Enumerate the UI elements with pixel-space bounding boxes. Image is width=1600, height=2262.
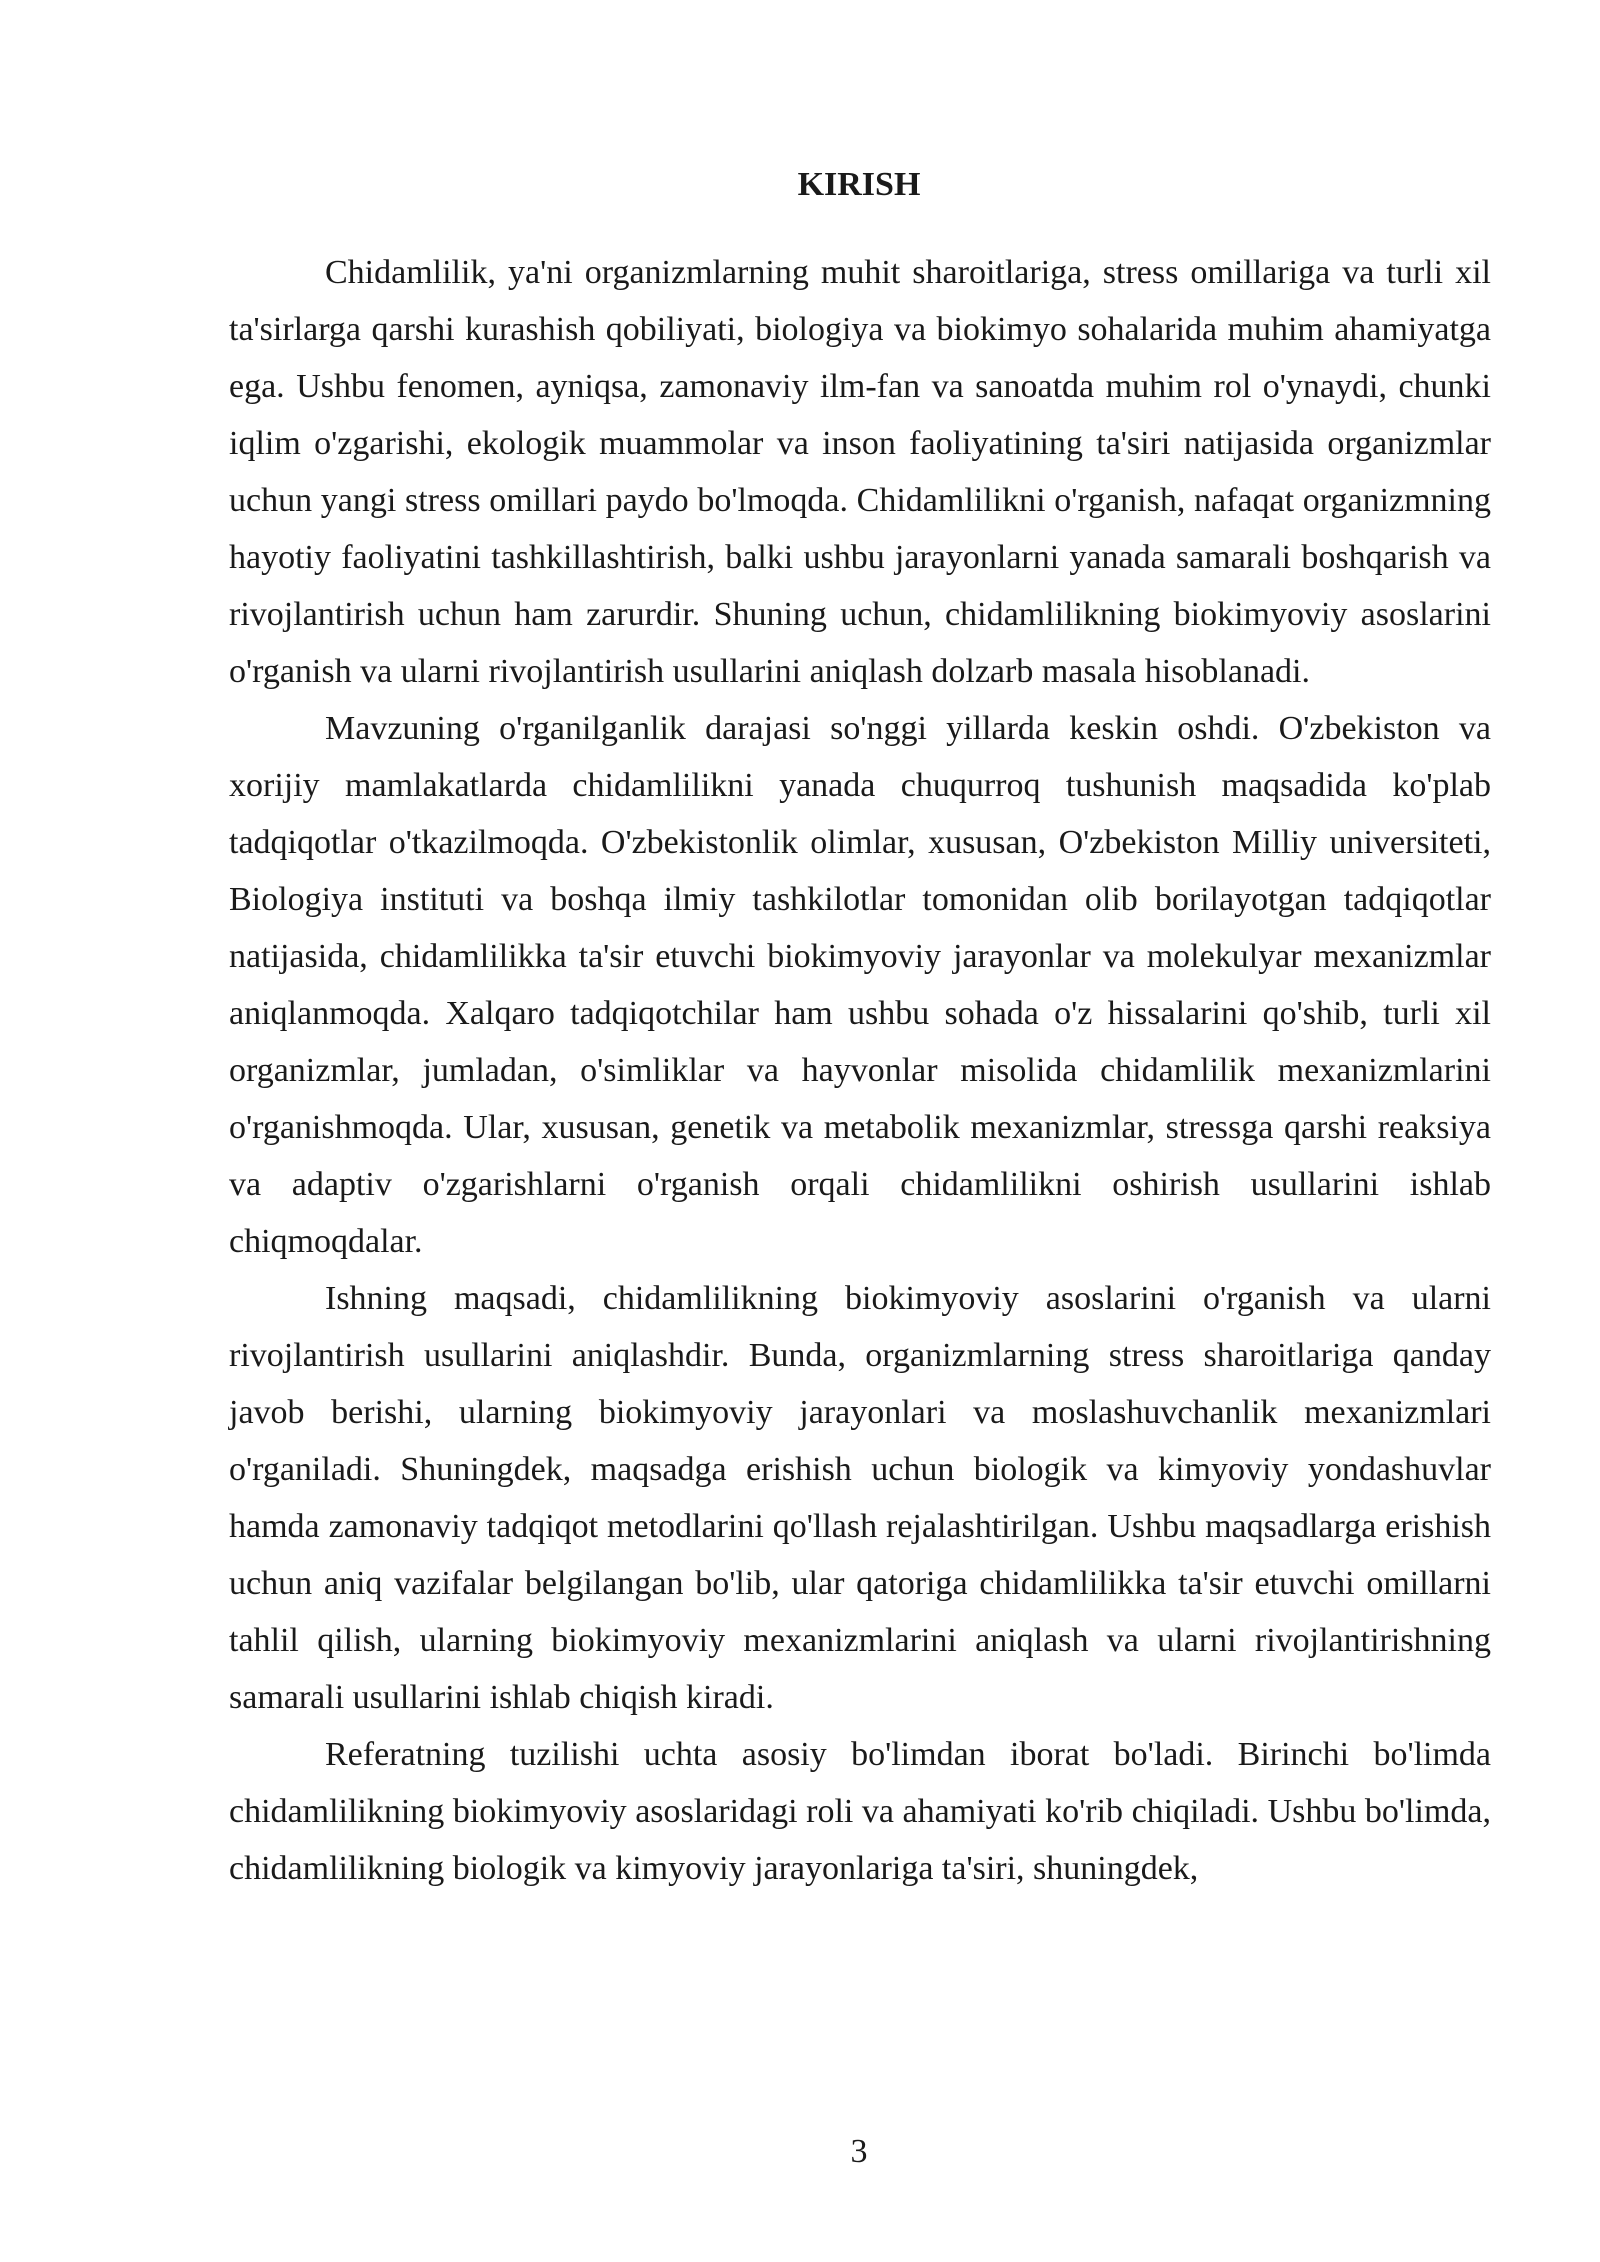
page-number: 3 [850,2133,868,2170]
paragraph-structure: Referatning tuzilishi uchta asosiy bo'limdan iborat bo'ladi. Birinchi bo'limda chidamlilikning biokimyoviy asoslaridagi roli va ahamiyati ko'rib chiqiladi. Ushbu bo'limda, chidamlilikning biologik va kimyoviy jarayonlariga ta'siri, shuningdek, [229,1736,1491,1887]
paragraph-introduction: Chidamlilik, ya'ni organizmlarning muhit sharoitlariga, stress omillariga va turli xil ta'sirlarga qarshi kurashish qobiliyati, biologiya va biokimyo sohalarida muhim ahamiyatga ega. Ushbu fenomen, ayniqsa, zamonaviy ilm-fan va sanoatda muhim rol o'ynaydi, chunki iqlim o'zgarishi, ekologik muammolar va inson faoliyatining ta'siri natijasida organizmlar uchun yangi stress omillari paydo bo'lmoqda. Chidamlilikni o'rganish, nafaqat organizmning hayotiy faoliyatini tashkillashtirish, balki ushbu jarayonlarni yanada samarali boshqarish va rivojlantirish uchun ham zarurdir. Shuning uchun, chidamlilikning biokimyoviy asoslarini o'rganish va ularni rivojlantirish usullarini aniqlash dolzarb masala hisoblanadi. [229,254,1491,690]
paragraph-research-level: Mavzuning o'rganilganlik darajasi so'nggi yillarda keskin oshdi. O'zbekiston va xorijiy mamlakatlarda chidamlilikni yanada chuqurroq tushunish maqsadida ko'plab tadqiqotlar o'tkazilmoqda. O'zbekistonlik olimlar, xususan, O'zbekiston Milliy universiteti, Biologiya instituti va boshqa ilmiy tashkilotlar tomonidan olib borilayotgan tadqiqotlar natijasida, chidamlilikka ta'sir etuvchi biokimyoviy jarayonlar va molekulyar mexanizmlar aniqlanmoqda. Xalqaro tadqiqotchilar ham ushbu sohada o'z hissalarini qo'shib, turli xil organizmlar, jumladan, o'simliklar va hayvonlar misolida chidamlilik mexanizmlarini o'rganishmoqda. Ular, xususan, genetik va metabolik mexanizmlar, stressga qarshi reaksiya va adaptiv o'zgarishlarni o'rganish orqali chidamlilikni oshirish usullarini ishlab chiqmoqdalar. [229,710,1491,1260]
page-title: KIRISH [797,166,921,203]
document-body [229,244,1491,1897]
paragraph-work-goal: Ishning maqsadi, chidamlilikning biokimyoviy asoslarini o'rganish va ularni rivojlantirish usullarini aniqlashdir. Bunda, organizmlarning stress sharoitlariga qanday javob berishi, ularning biokimyoviy jarayonlari va moslashuvchanlik mexanizmlari o'rganiladi. Shuningdek, maqsadga erishish uchun biologik va kimyoviy yondashuvlar hamda zamonaviy tadqiqot metodlarini qo'llash rejalashtirilgan. Ushbu maqsadlarga erishish uchun aniq vazifalar belgilangan bo'lib, ular qatoriga chidamlilikka ta'sir etuvchi omillarni tahlil qilish, ularning biokimyoviy mexanizmlarini aniqlash va ularni rivojlantirishning samarali usullarini ishlab chiqish kiradi. [229,1280,1491,1716]
